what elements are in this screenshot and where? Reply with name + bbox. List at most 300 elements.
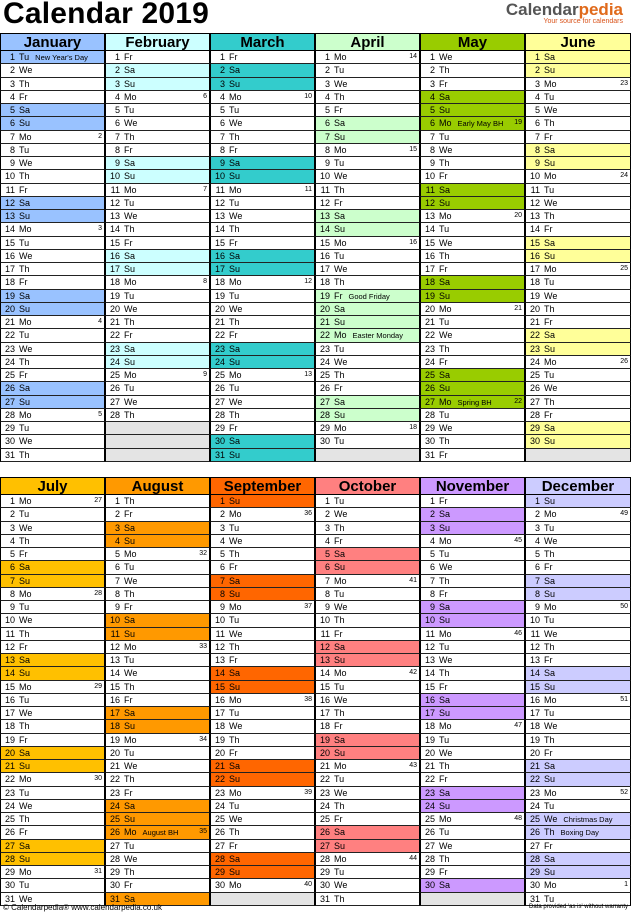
weekday: Sa <box>229 65 241 76</box>
day-number: 20 <box>529 747 540 758</box>
day-number: 8 <box>324 144 330 155</box>
day-row <box>315 535 420 548</box>
day-number: 12 <box>529 197 540 208</box>
weekday: Su <box>124 356 136 367</box>
day-row <box>210 197 315 210</box>
week-number: 21 <box>514 304 522 312</box>
weekday: Su <box>229 867 241 877</box>
weekday: Su <box>544 343 556 354</box>
weekday: We <box>439 747 453 758</box>
weekday: Fr <box>544 840 553 851</box>
weekday: Th <box>19 814 30 824</box>
day-number: 28 <box>529 853 540 864</box>
day-row <box>210 117 315 130</box>
day-row <box>420 104 525 117</box>
day-row <box>105 237 210 250</box>
day-row <box>420 575 525 588</box>
weekday: Sa <box>229 575 241 586</box>
weekday: Mo <box>334 853 347 864</box>
weekday: Su <box>19 303 31 314</box>
day-row <box>420 853 525 866</box>
day-number: 30 <box>4 436 15 447</box>
day-number: 26 <box>214 383 225 394</box>
weekday: Th <box>334 522 345 533</box>
weekday: Tu <box>229 522 240 533</box>
day-row <box>210 747 315 760</box>
weekday: We <box>229 211 243 221</box>
week-number: 25 <box>620 265 628 272</box>
day-number: 24 <box>319 356 330 367</box>
day-row <box>525 369 631 382</box>
weekday: Fr <box>439 264 448 274</box>
weekday: Sa <box>229 343 241 354</box>
month-header: April <box>315 33 420 51</box>
day-row <box>420 879 525 892</box>
weekday: Th <box>229 827 240 838</box>
day-row <box>525 641 631 654</box>
weekday: Tu <box>439 224 450 235</box>
day-number: 5 <box>219 105 225 115</box>
weekday: Fr <box>124 144 133 155</box>
day-row <box>525 422 631 435</box>
holiday-label: Spring BH <box>457 397 492 407</box>
day-row <box>210 879 315 892</box>
weekday: Mo <box>19 588 32 599</box>
weekday: We <box>19 158 33 168</box>
day-number: 1 <box>219 496 225 506</box>
day-row <box>210 813 315 826</box>
day-number: 7 <box>114 575 120 586</box>
day-number: 5 <box>534 105 540 115</box>
day-row <box>105 131 210 144</box>
day-number: 11 <box>320 628 330 639</box>
day-row <box>420 91 525 104</box>
weekday: Fr <box>19 277 28 288</box>
day-number: 12 <box>214 641 225 652</box>
day-number: 4 <box>324 91 330 102</box>
day-row <box>105 184 210 197</box>
weekday: We <box>124 575 138 586</box>
day-row <box>105 641 210 654</box>
day-number: 19 <box>529 290 540 301</box>
weekday: Tu <box>544 184 555 195</box>
day-row <box>210 223 315 236</box>
day-number: 31 <box>319 893 330 904</box>
day-number: 2 <box>324 509 330 520</box>
day-number: 10 <box>214 615 225 626</box>
day-number: 10 <box>424 171 435 182</box>
page-title: Calendar 2019 <box>3 0 210 30</box>
weekday: Mo <box>334 575 347 586</box>
weekday: Su <box>544 588 556 599</box>
month-header: October <box>315 477 420 495</box>
day-row <box>0 853 105 866</box>
day-row <box>525 853 631 866</box>
weekday: Sa <box>124 615 136 626</box>
day-number: 24 <box>214 800 225 811</box>
day-row <box>315 575 420 588</box>
day-row <box>0 654 105 667</box>
day-row <box>525 654 631 667</box>
day-row <box>420 303 525 316</box>
weekday: Th <box>229 549 240 559</box>
day-number: 25 <box>4 370 15 380</box>
day-number: 25 <box>529 814 540 824</box>
weekday: Mo <box>544 171 557 182</box>
weekday: We <box>439 144 453 155</box>
day-row <box>315 51 420 64</box>
weekday: Fr <box>439 449 448 460</box>
week-number: 49 <box>620 510 628 518</box>
day-row <box>105 276 210 289</box>
weekday: We <box>544 105 558 115</box>
weekday: Sa <box>334 396 346 407</box>
day-row <box>0 535 105 548</box>
day-number: 8 <box>9 144 15 155</box>
day-row <box>210 51 315 64</box>
weekday: Fr <box>229 655 238 665</box>
weekday: Mo <box>229 184 242 195</box>
weekday: Mo <box>229 880 242 891</box>
day-row <box>315 78 420 91</box>
day-row <box>315 601 420 614</box>
day-row <box>315 237 420 250</box>
day-row <box>315 734 420 747</box>
day-number: 2 <box>219 509 225 520</box>
day-number: 30 <box>4 880 15 891</box>
day-row <box>0 435 105 448</box>
day-number: 16 <box>4 694 15 705</box>
day-row <box>315 343 420 356</box>
day-number: 16 <box>319 250 330 261</box>
weekday: Su <box>229 78 241 89</box>
weekday: Tu <box>19 694 30 705</box>
day-row <box>525 64 631 77</box>
weekday: We <box>334 356 348 367</box>
day-number: 13 <box>424 655 435 665</box>
day-number: 24 <box>214 356 225 367</box>
day-number: 16 <box>529 250 540 261</box>
day-number: 3 <box>534 522 540 533</box>
day-number: 28 <box>214 853 225 864</box>
day-number: 24 <box>4 356 15 367</box>
day-number: 10 <box>214 171 225 182</box>
week-number: 16 <box>409 238 417 246</box>
weekday: Fr <box>334 535 343 546</box>
weekday: We <box>334 78 348 89</box>
day-number: 19 <box>424 734 435 745</box>
day-number: 12 <box>109 197 120 208</box>
day-row <box>105 170 210 183</box>
day-number: 25 <box>529 370 540 380</box>
day-number: 30 <box>214 880 225 891</box>
day-row <box>315 893 420 906</box>
day-row <box>0 522 105 535</box>
day-row <box>420 614 525 627</box>
day-number: 12 <box>529 641 540 652</box>
month-column <box>420 477 525 906</box>
day-number: 20 <box>319 303 330 314</box>
weekday: Su <box>124 78 136 89</box>
day-number: 28 <box>4 409 15 420</box>
day-row <box>0 449 105 462</box>
weekday: Sa <box>439 184 451 195</box>
month-column <box>210 477 315 906</box>
weekday: We <box>544 814 558 824</box>
day-row <box>420 840 525 853</box>
day-row <box>420 720 525 733</box>
weekday: Mo <box>229 602 242 612</box>
weekday: Fr <box>124 52 133 62</box>
day-row <box>315 720 420 733</box>
weekday: Th <box>229 224 240 235</box>
day-number: 27 <box>214 840 225 851</box>
weekday: Su <box>229 171 241 182</box>
weekday: Su <box>19 118 31 129</box>
day-number: 28 <box>529 409 540 420</box>
day-number: 31 <box>214 449 225 460</box>
calendarpedia-logo[interactable] <box>506 0 623 25</box>
day-number: 13 <box>529 211 540 221</box>
day-row <box>315 157 420 170</box>
day-number: 2 <box>114 509 120 520</box>
day-row <box>420 535 525 548</box>
day-row <box>210 575 315 588</box>
day-row <box>0 356 105 369</box>
weekday: Sa <box>439 277 451 288</box>
weekday: Mo <box>124 734 137 745</box>
weekday: Tu <box>544 277 555 288</box>
day-row <box>525 91 631 104</box>
day-row <box>210 78 315 91</box>
day-row <box>315 91 420 104</box>
day-number: 11 <box>320 184 330 195</box>
day-number: 19 <box>319 290 330 301</box>
day-number: 29 <box>109 867 120 877</box>
day-row <box>420 329 525 342</box>
day-row <box>0 548 105 561</box>
day-row <box>315 853 420 866</box>
weekday: Th <box>19 535 30 546</box>
day-number: 12 <box>109 641 120 652</box>
weekday: Mo <box>334 761 347 771</box>
month-header: February <box>105 33 210 51</box>
day-number: 4 <box>429 535 435 546</box>
day-number: 25 <box>214 370 225 380</box>
weekday: Tu <box>19 52 30 62</box>
day-number: 9 <box>219 602 225 612</box>
day-row <box>525 866 631 879</box>
day-number: 16 <box>319 694 330 705</box>
day-number: 9 <box>324 158 330 168</box>
weekday: Tu <box>544 522 555 533</box>
day-number: 16 <box>529 694 540 705</box>
weekday: Fr <box>19 641 28 652</box>
day-number: 27 <box>319 840 330 851</box>
day-number: 28 <box>319 853 330 864</box>
day-number: 18 <box>214 277 225 288</box>
day-row <box>315 588 420 601</box>
day-row <box>420 396 525 409</box>
day-row <box>525 197 631 210</box>
weekday: Tu <box>334 65 345 76</box>
weekday: Th <box>439 853 450 864</box>
day-number: 31 <box>4 893 15 904</box>
weekday: We <box>544 290 558 301</box>
day-row <box>105 316 210 329</box>
weekday: Sa <box>334 211 346 221</box>
day-row <box>0 237 105 250</box>
day-row <box>420 422 525 435</box>
day-row <box>0 707 105 720</box>
weekday: Th <box>544 549 555 559</box>
day-row <box>210 614 315 627</box>
day-row <box>525 826 631 839</box>
day-number: 10 <box>424 615 435 626</box>
weekday: Sa <box>229 158 241 168</box>
day-number: 23 <box>214 787 225 798</box>
day-row <box>210 64 315 77</box>
weekday: Mo <box>124 641 137 652</box>
weekday: We <box>19 708 33 718</box>
week-number: 22 <box>514 397 522 405</box>
weekday: Sa <box>544 144 556 155</box>
day-number: 13 <box>319 655 330 665</box>
weekday: We <box>124 761 138 771</box>
day-row <box>420 237 525 250</box>
weekday: Th <box>229 317 240 327</box>
day-number: 20 <box>319 747 330 758</box>
day-number: 18 <box>529 721 540 732</box>
day-row <box>105 104 210 117</box>
month-header: July <box>0 477 105 495</box>
day-row <box>420 628 525 641</box>
day-number: 20 <box>109 747 120 758</box>
day-row <box>525 522 631 535</box>
day-number: 18 <box>529 277 540 288</box>
day-row <box>210 866 315 879</box>
weekday: Mo <box>334 423 347 433</box>
day-row <box>0 250 105 263</box>
day-row <box>105 681 210 694</box>
weekday: Th <box>334 184 345 195</box>
weekday: Fr <box>19 549 28 559</box>
weekday: Tu <box>439 549 450 559</box>
day-number: 18 <box>424 277 435 288</box>
day-row <box>210 548 315 561</box>
weekday: Su <box>544 250 556 261</box>
weekday: Fr <box>334 105 343 115</box>
day-number: 11 <box>5 184 15 195</box>
day-row <box>105 720 210 733</box>
weekday: We <box>334 602 348 612</box>
weekday: Th <box>19 721 30 732</box>
weekday: Tu <box>124 840 135 851</box>
weekday: Th <box>544 641 555 652</box>
weekday: Su <box>544 496 556 506</box>
day-number: 15 <box>4 237 15 248</box>
day-row <box>525 840 631 853</box>
week-number: 20 <box>514 212 522 219</box>
day-row <box>315 681 420 694</box>
day-row <box>210 210 315 223</box>
day-number: 14 <box>424 668 435 679</box>
day-number: 5 <box>114 549 120 559</box>
day-number: 29 <box>319 867 330 877</box>
day-number: 17 <box>109 708 120 718</box>
day-number: 28 <box>4 853 15 864</box>
day-number: 19 <box>319 734 330 745</box>
week-number: 32 <box>199 550 207 557</box>
week-number: 11 <box>304 185 312 193</box>
day-row <box>315 879 420 892</box>
day-number: 8 <box>429 144 435 155</box>
weekday: Sa <box>334 641 346 652</box>
weekday: Mo <box>334 668 347 679</box>
day-number: 13 <box>529 655 540 665</box>
weekday: Sa <box>19 655 31 665</box>
day-number: 19 <box>214 734 225 745</box>
day-row <box>420 263 525 276</box>
weekday: Fr <box>544 317 553 327</box>
weekday: Tu <box>334 681 345 692</box>
day-row <box>525 303 631 316</box>
weekday: Tu <box>334 436 345 447</box>
day-number: 27 <box>424 840 435 851</box>
day-number: 11 <box>425 628 435 639</box>
day-row <box>105 329 210 342</box>
day-number: 15 <box>4 681 15 692</box>
day-number: 29 <box>214 867 225 877</box>
weekday: Sa <box>124 800 136 811</box>
weekday: Th <box>19 356 30 367</box>
day-number: 8 <box>9 588 15 599</box>
day-number: 21 <box>529 761 540 771</box>
day-number: 3 <box>9 522 15 533</box>
day-row <box>315 104 420 117</box>
day-row <box>210 170 315 183</box>
weekday: Mo <box>334 52 347 62</box>
day-row <box>0 667 105 680</box>
day-row <box>525 628 631 641</box>
day-row <box>420 356 525 369</box>
weekday: Fr <box>229 330 238 341</box>
day-row <box>105 614 210 627</box>
week-number: 18 <box>409 424 417 431</box>
weekday: Sa <box>439 509 451 520</box>
week-number: 14 <box>409 53 417 60</box>
weekday: Su <box>229 681 241 692</box>
day-row <box>315 250 420 263</box>
weekday: Sa <box>229 250 241 261</box>
day-row <box>0 614 105 627</box>
weekday: Tu <box>544 800 555 811</box>
day-number: 1 <box>534 52 540 62</box>
day-row <box>315 641 420 654</box>
weekday: Su <box>439 197 451 208</box>
weekday: We <box>124 303 138 314</box>
day-row <box>420 601 525 614</box>
day-row <box>420 694 525 707</box>
weekday: Su <box>19 396 31 407</box>
day-number: 20 <box>424 747 435 758</box>
day-number: 20 <box>109 303 120 314</box>
weekday: Th <box>439 761 450 771</box>
weekday: Sa <box>19 840 31 851</box>
weekday: Mo <box>334 237 347 248</box>
weekday: Fr <box>229 237 238 248</box>
day-row <box>420 316 525 329</box>
